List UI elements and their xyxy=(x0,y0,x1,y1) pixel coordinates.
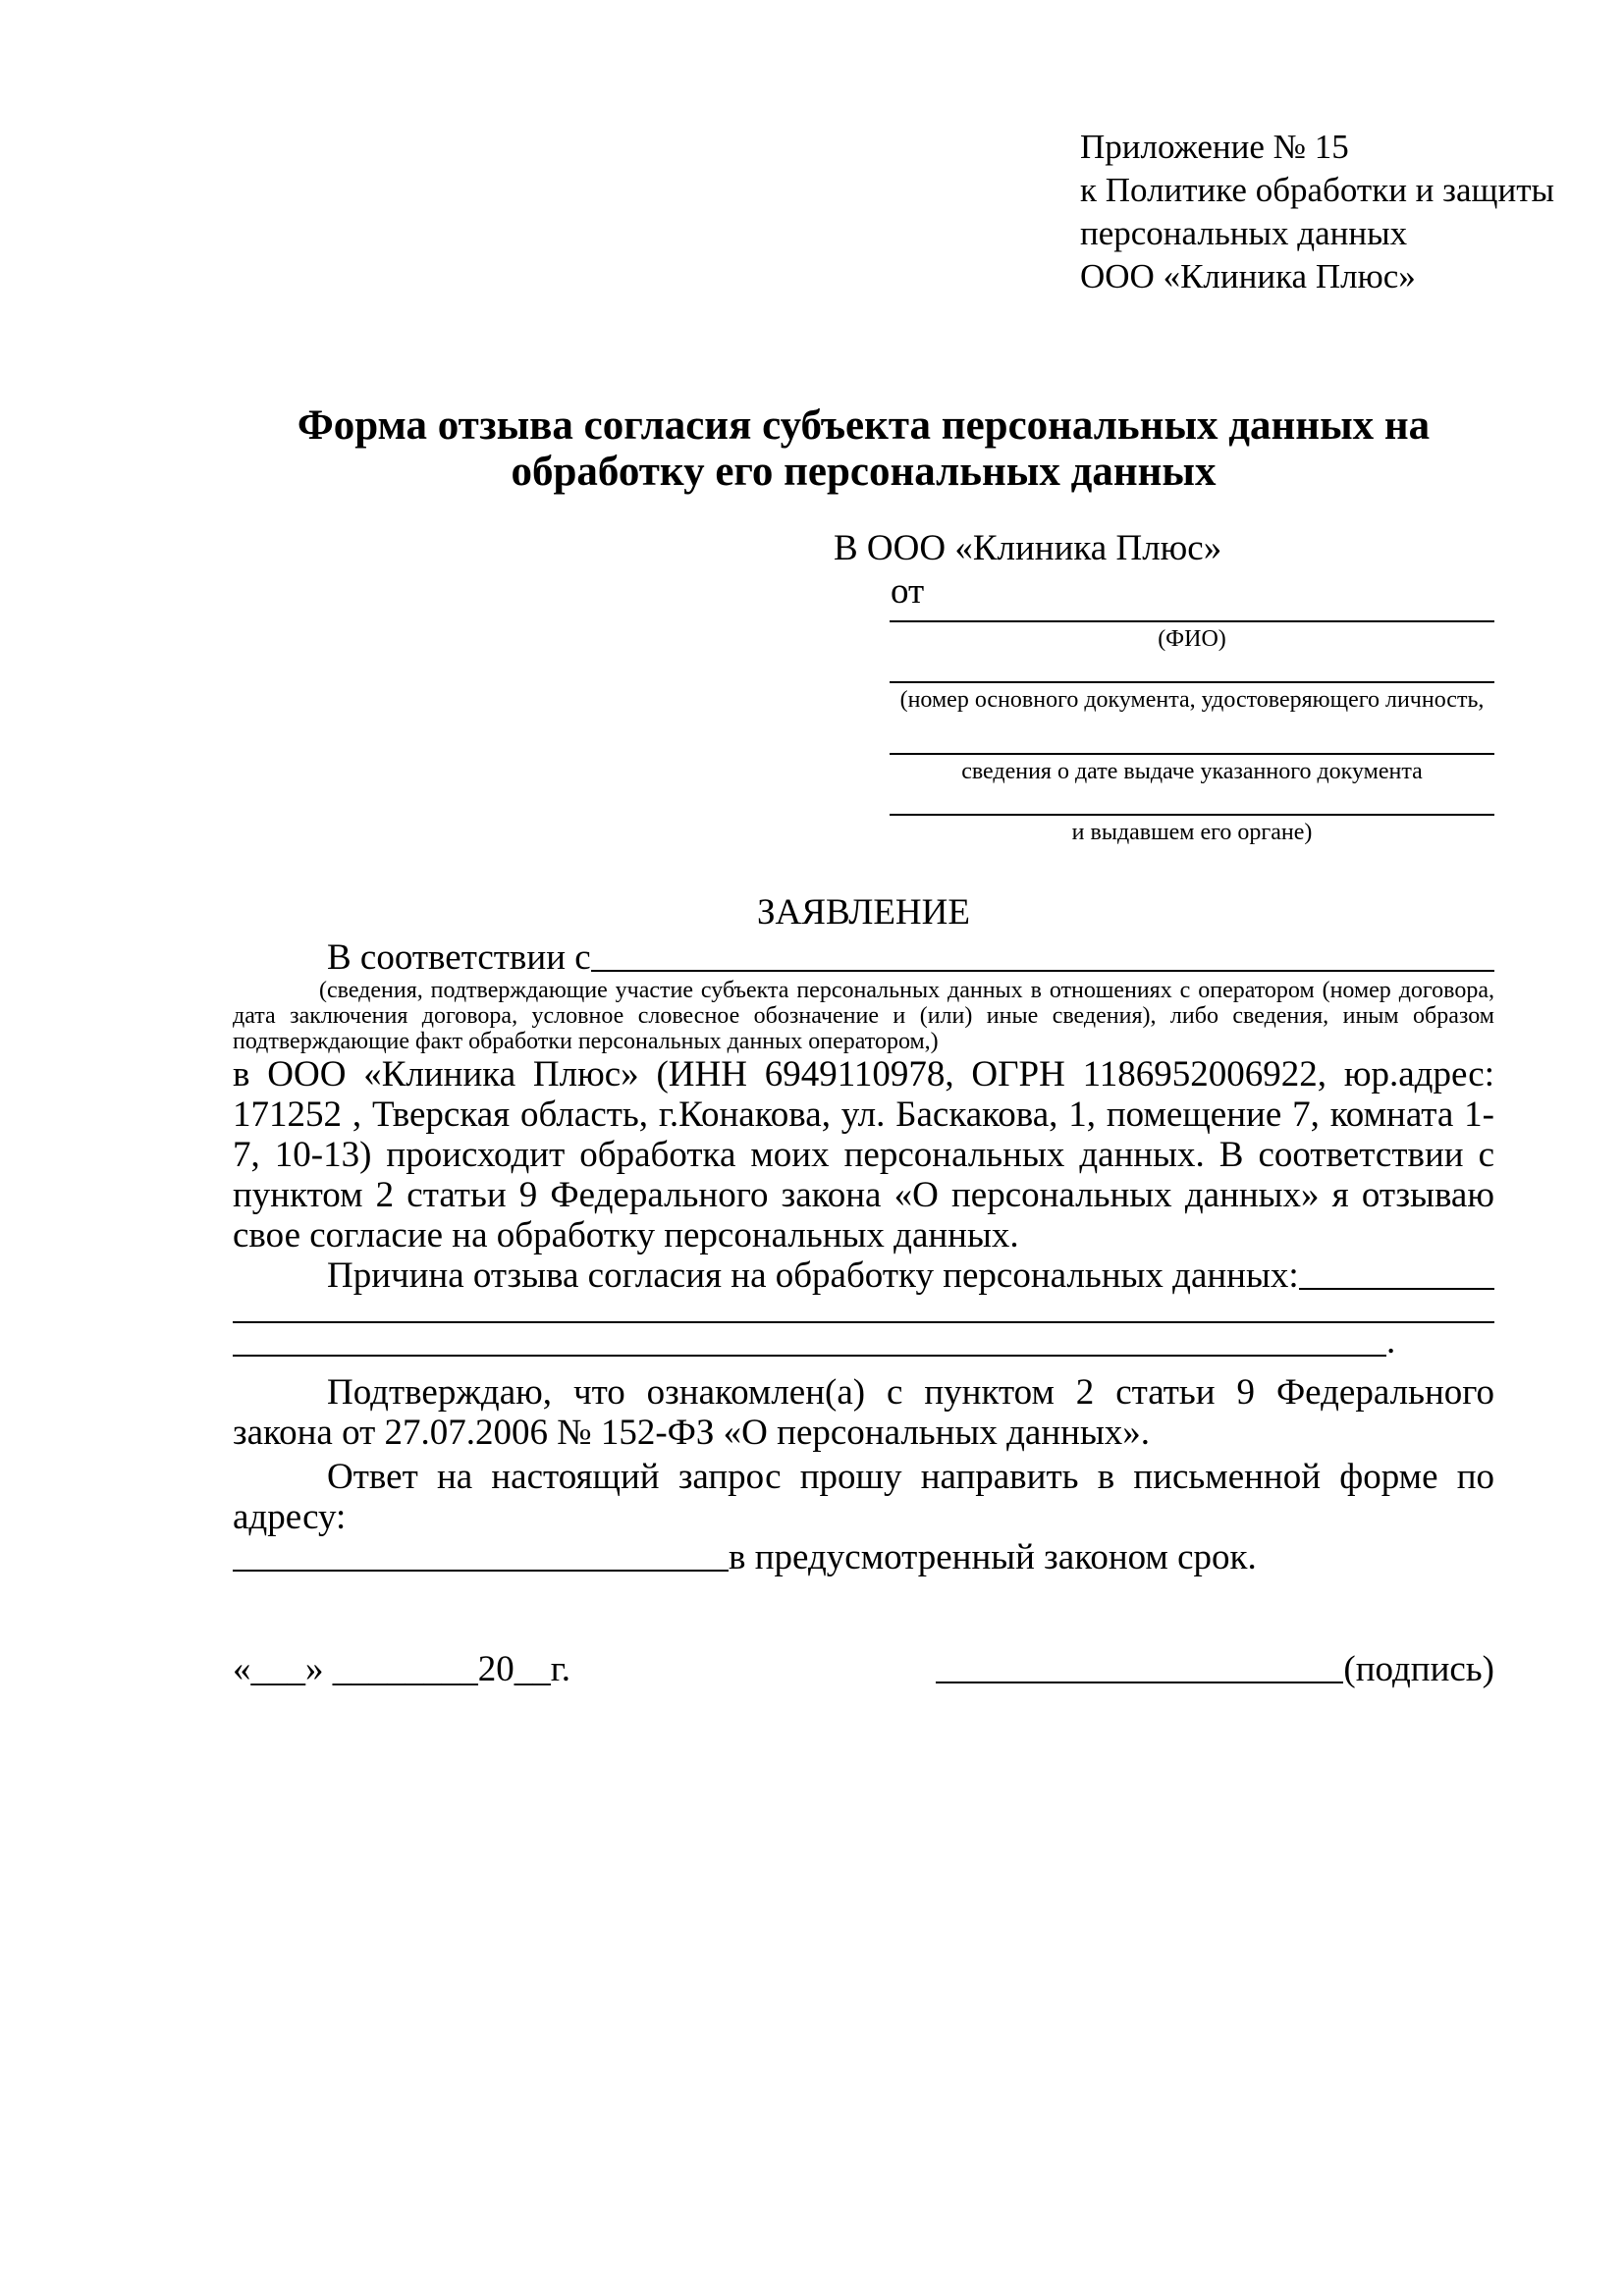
signature-row xyxy=(233,1648,1494,1691)
fio-blank-line xyxy=(890,614,1494,622)
basis-blank-line xyxy=(591,938,1494,972)
signature-blank-line xyxy=(936,1682,1343,1683)
appendix-line: ООО «Клиника Плюс» xyxy=(1080,257,1416,295)
appendix-header-block xyxy=(1080,126,1555,298)
confirmation-paragraph: Подтверждаю, что ознакомлен(а) с пунктом 2 статьи 9 Федерального закона от 27.07.2006 № 152-ФЗ «О персональных данных». xyxy=(233,1372,1494,1453)
appendix-line: Приложение № 15 xyxy=(1080,128,1349,166)
basis-footnote: (сведения, подтверждающие участие субъекта персональных данных в отношениях с оператором (номер договора, дата заключения договора, условное словесное обозначение и (или) иные сведения), либо сведения, иным образом подтверждающие факт обработки персональных данных оператором,) xyxy=(233,978,1494,1054)
basis-label: В соответствии с xyxy=(327,937,591,978)
reason-blank-line-2 xyxy=(233,1298,1494,1323)
reason-blank-line-3-row xyxy=(233,1321,1494,1362)
issue-date-blank-line xyxy=(890,713,1494,755)
statement-heading: ЗАЯВЛЕНИЕ xyxy=(757,892,970,933)
signature-right-group xyxy=(936,1648,1494,1691)
document-number-blank-line xyxy=(890,652,1494,683)
reason-blank-line xyxy=(1299,1255,1494,1290)
signature-date-blank: «___» ________20__г. xyxy=(233,1649,571,1689)
reason-end-period: . xyxy=(1386,1321,1396,1362)
signature-caption: (подпись) xyxy=(1343,1649,1494,1689)
reason-label: Причина отзыва согласия на обработку персональных данных: xyxy=(327,1255,1299,1296)
basis-row xyxy=(233,938,1494,978)
form-title: Форма отзыва согласия субъекта персональных данных на обработку его персональных данных xyxy=(297,402,1431,495)
reason-row xyxy=(233,1255,1494,1296)
issue-date-caption: сведения о дате выдаче указанного документа xyxy=(961,759,1423,784)
appendix-line: к Политике обработки и защиты xyxy=(1080,171,1555,209)
addressee-from-label: от xyxy=(891,571,925,612)
statement-body-paragraph: в ООО «Клиника Плюс» (ИНН 6949110978, ОГРН 1186952006922, юр.адрес: 171252 , Тверская область, г.Конакова, ул. Баскакова, 1, помещение 7, комната 1-7, 10-13) происходит обработка моих персональных данных. В соответствии с пунктом 2 статьи 9 Федерального закона «О персональных данных» я отзываю свое согласие на обработку персональных данных. xyxy=(233,1054,1494,1255)
fio-caption: (ФИО) xyxy=(1158,626,1226,652)
appendix-line: персональных данных xyxy=(1080,214,1408,252)
response-address-blank-line xyxy=(233,1537,729,1572)
issuing-authority-caption: и выдавшем его органе) xyxy=(1071,820,1313,845)
issuing-authority-blank-line xyxy=(890,784,1494,816)
document-number-caption: (номер основного документа, удостоверяющего личность, xyxy=(899,687,1485,713)
reason-blank-line-3 xyxy=(233,1321,1386,1357)
addressee-company: В ООО «Клиника Плюс» xyxy=(834,528,1222,568)
response-request-line: Ответ на настоящий запрос прошу направить в письменной форме по адресу: xyxy=(233,1457,1494,1537)
response-suffix: в предусмотренный законом срок. xyxy=(729,1537,1257,1577)
response-address-row xyxy=(233,1537,1494,1577)
